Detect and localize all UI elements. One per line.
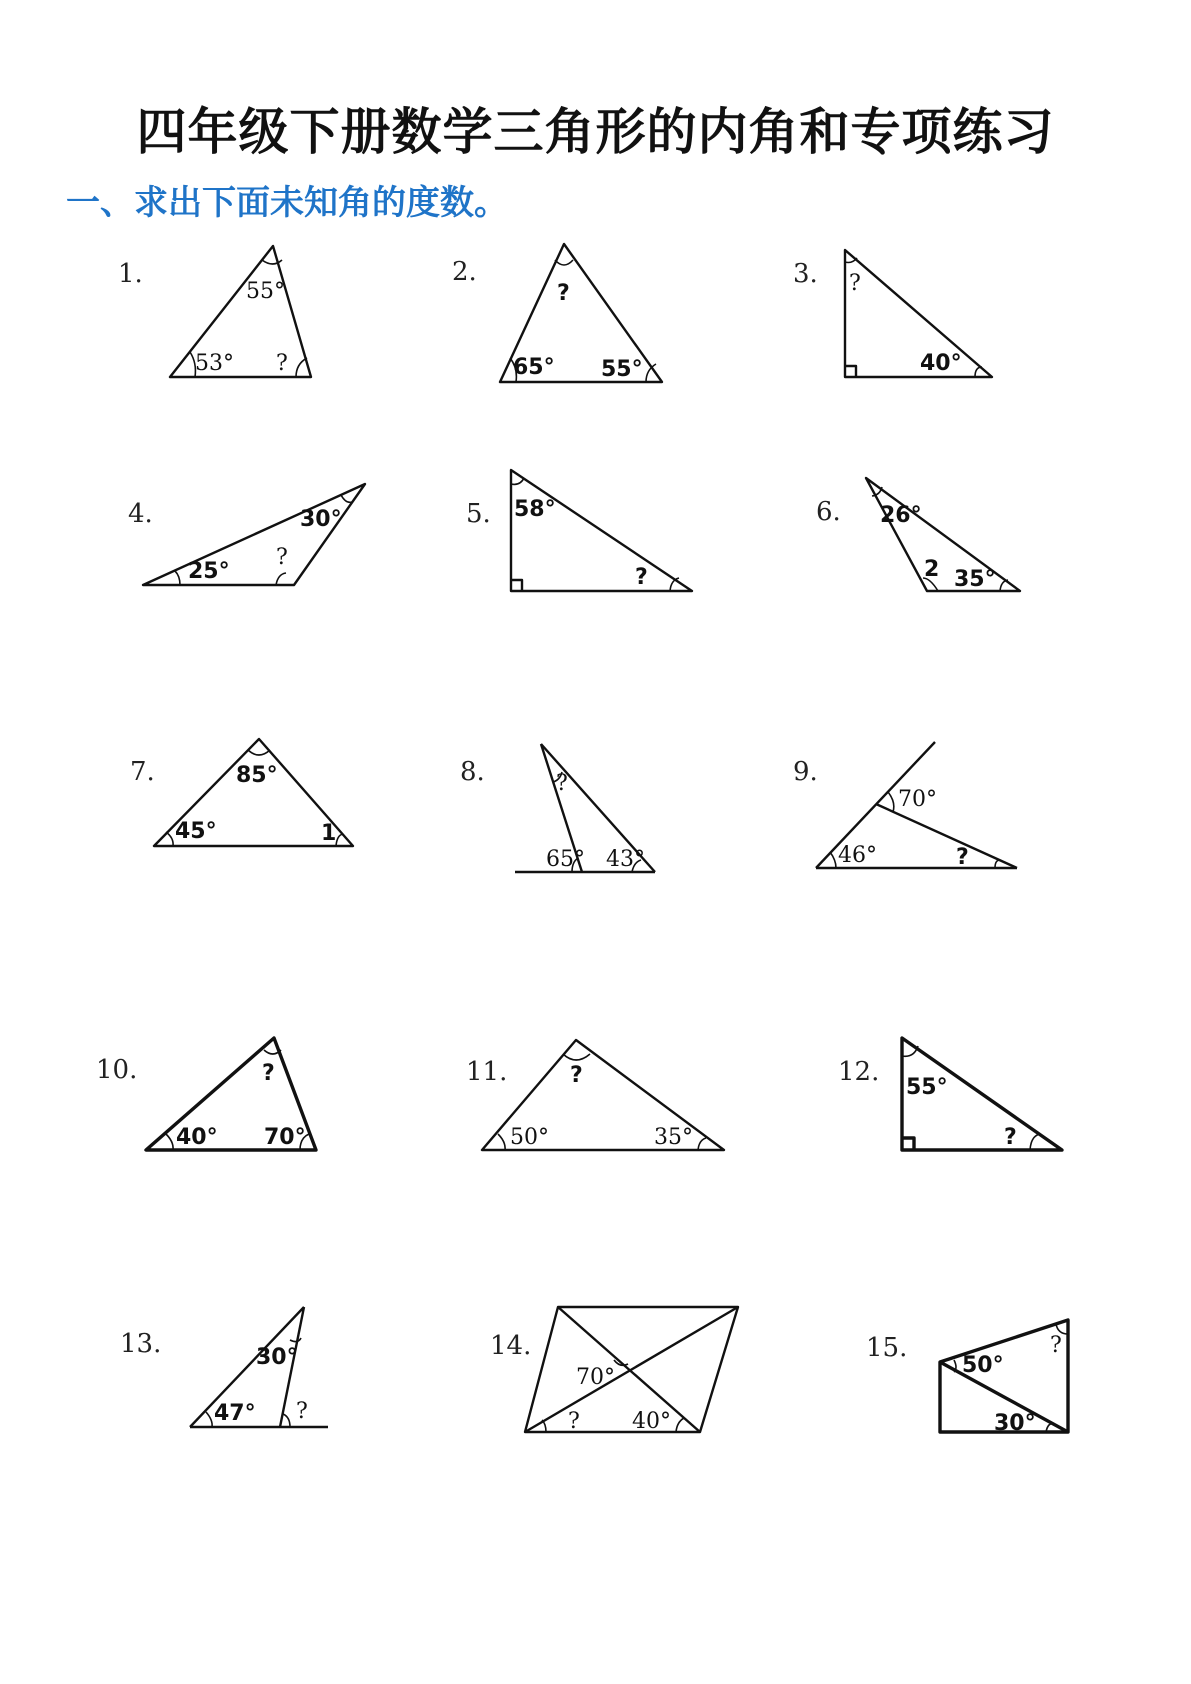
angle-label: 40° bbox=[920, 351, 962, 376]
angle-label: 50° bbox=[962, 1353, 1004, 1378]
angle-arc bbox=[290, 1338, 301, 1342]
angle-arc bbox=[206, 1412, 212, 1427]
angle-label: 43° bbox=[606, 847, 645, 872]
problem-6 bbox=[816, 478, 1020, 592]
angle-arc bbox=[676, 1418, 684, 1432]
triangle-6 bbox=[866, 478, 1020, 591]
angle-label: ? bbox=[956, 845, 969, 870]
problem-5 bbox=[466, 470, 692, 591]
problem-number: 5. bbox=[466, 499, 491, 529]
angle-arc bbox=[166, 1134, 173, 1150]
problem-number: 6. bbox=[816, 497, 841, 527]
angle-label: 46° bbox=[838, 843, 877, 868]
problem-7 bbox=[130, 739, 353, 846]
angle-arc bbox=[698, 1138, 706, 1150]
angle-arc bbox=[511, 478, 524, 484]
problem-number: 1. bbox=[118, 259, 143, 289]
angle-label: ? bbox=[635, 565, 648, 590]
angle-arc bbox=[283, 1414, 290, 1427]
angle-label: ? bbox=[1004, 1125, 1017, 1150]
angle-label: 85° bbox=[236, 763, 278, 788]
triangle-4 bbox=[143, 484, 365, 585]
problem-2 bbox=[452, 244, 662, 382]
angle-label: ? bbox=[276, 545, 288, 570]
angle-arc bbox=[555, 260, 573, 265]
page-title: 四年级下册数学三角形的内角和专项练习 bbox=[136, 103, 1055, 161]
angle-label: 35° bbox=[954, 567, 996, 592]
angle-label: 40° bbox=[176, 1125, 218, 1150]
angle-label: 45° bbox=[175, 819, 217, 844]
angle-label: 1 bbox=[321, 821, 337, 846]
problem-9 bbox=[793, 742, 1017, 870]
angle-label: ? bbox=[276, 351, 288, 376]
triangle-3 bbox=[845, 250, 992, 377]
angle-arc bbox=[1030, 1134, 1040, 1150]
problem-10 bbox=[96, 1038, 316, 1150]
angle-arc bbox=[670, 578, 679, 591]
problem-15 bbox=[866, 1320, 1068, 1436]
angle-label: ? bbox=[570, 1063, 583, 1088]
angle-label: 55° bbox=[906, 1075, 948, 1100]
problem-14 bbox=[490, 1307, 738, 1434]
angle-label: 65° bbox=[513, 355, 555, 380]
problem-number: 8. bbox=[460, 757, 485, 787]
triangle-1 bbox=[170, 246, 311, 377]
angle-arc bbox=[336, 834, 343, 846]
problem-number: 4. bbox=[128, 499, 153, 529]
problem-4 bbox=[128, 484, 365, 585]
problem-number: 12. bbox=[838, 1057, 880, 1087]
problem-8 bbox=[460, 744, 655, 872]
section-heading: 一、求出下面未知角的度数。 bbox=[66, 183, 508, 223]
angle-label: 55° bbox=[246, 279, 285, 304]
problem-13 bbox=[120, 1307, 328, 1427]
angle-label: 70° bbox=[264, 1125, 306, 1150]
angle-label: ? bbox=[1050, 1333, 1062, 1358]
right-angle-mark bbox=[511, 580, 522, 591]
angle-arc bbox=[498, 1134, 505, 1150]
angle-label: 30° bbox=[994, 1411, 1036, 1436]
angle-label: 55° bbox=[601, 357, 643, 382]
angle-label: 2 bbox=[924, 557, 940, 582]
angle-label: 30° bbox=[256, 1345, 298, 1370]
angle-label: 40° bbox=[632, 1409, 671, 1434]
angle-label: 65° bbox=[546, 847, 585, 872]
problem-number: 2. bbox=[452, 257, 477, 287]
angle-arc bbox=[563, 1054, 590, 1060]
angle-arc bbox=[276, 573, 286, 585]
angle-arc bbox=[175, 571, 180, 585]
angle-label: 70° bbox=[898, 787, 937, 812]
problem-number: 13. bbox=[120, 1329, 162, 1359]
problem-number: 10. bbox=[96, 1055, 138, 1085]
problem-number: 15. bbox=[866, 1333, 908, 1363]
angle-label: ? bbox=[568, 1409, 580, 1434]
problem-number: 14. bbox=[490, 1331, 532, 1361]
angle-label: 58° bbox=[514, 497, 556, 522]
angle-arc bbox=[341, 495, 352, 502]
problem-3 bbox=[793, 250, 992, 377]
angle-label: 25° bbox=[188, 559, 230, 584]
angle-label: 26° bbox=[880, 503, 922, 528]
angle-label: 35° bbox=[654, 1125, 693, 1150]
angle-arc bbox=[248, 750, 270, 755]
right-angle-mark bbox=[845, 366, 856, 377]
angle-label: ? bbox=[556, 771, 568, 796]
angle-arc bbox=[542, 1420, 546, 1432]
angle-label: ? bbox=[557, 281, 570, 306]
angle-label: 30° bbox=[300, 507, 342, 532]
problem-12 bbox=[838, 1038, 1062, 1150]
angle-label: 70° bbox=[576, 1365, 615, 1390]
problem-number: 3. bbox=[793, 259, 818, 289]
angle-label: ? bbox=[849, 271, 861, 296]
angle-label: 53° bbox=[195, 351, 234, 376]
problem-number: 9. bbox=[793, 757, 818, 787]
angle-arc bbox=[830, 852, 836, 868]
right-angle-mark bbox=[902, 1138, 914, 1150]
problem-1 bbox=[118, 246, 311, 377]
angle-label: ? bbox=[296, 1399, 308, 1424]
angle-label: 50° bbox=[510, 1125, 549, 1150]
problem-number: 7. bbox=[130, 757, 155, 787]
problem-11 bbox=[466, 1040, 724, 1150]
angle-label: ? bbox=[262, 1061, 275, 1086]
triangle-5 bbox=[511, 470, 692, 591]
problem-number: 11. bbox=[466, 1057, 508, 1087]
angle-label: 47° bbox=[214, 1401, 256, 1426]
side-line bbox=[876, 804, 1017, 868]
